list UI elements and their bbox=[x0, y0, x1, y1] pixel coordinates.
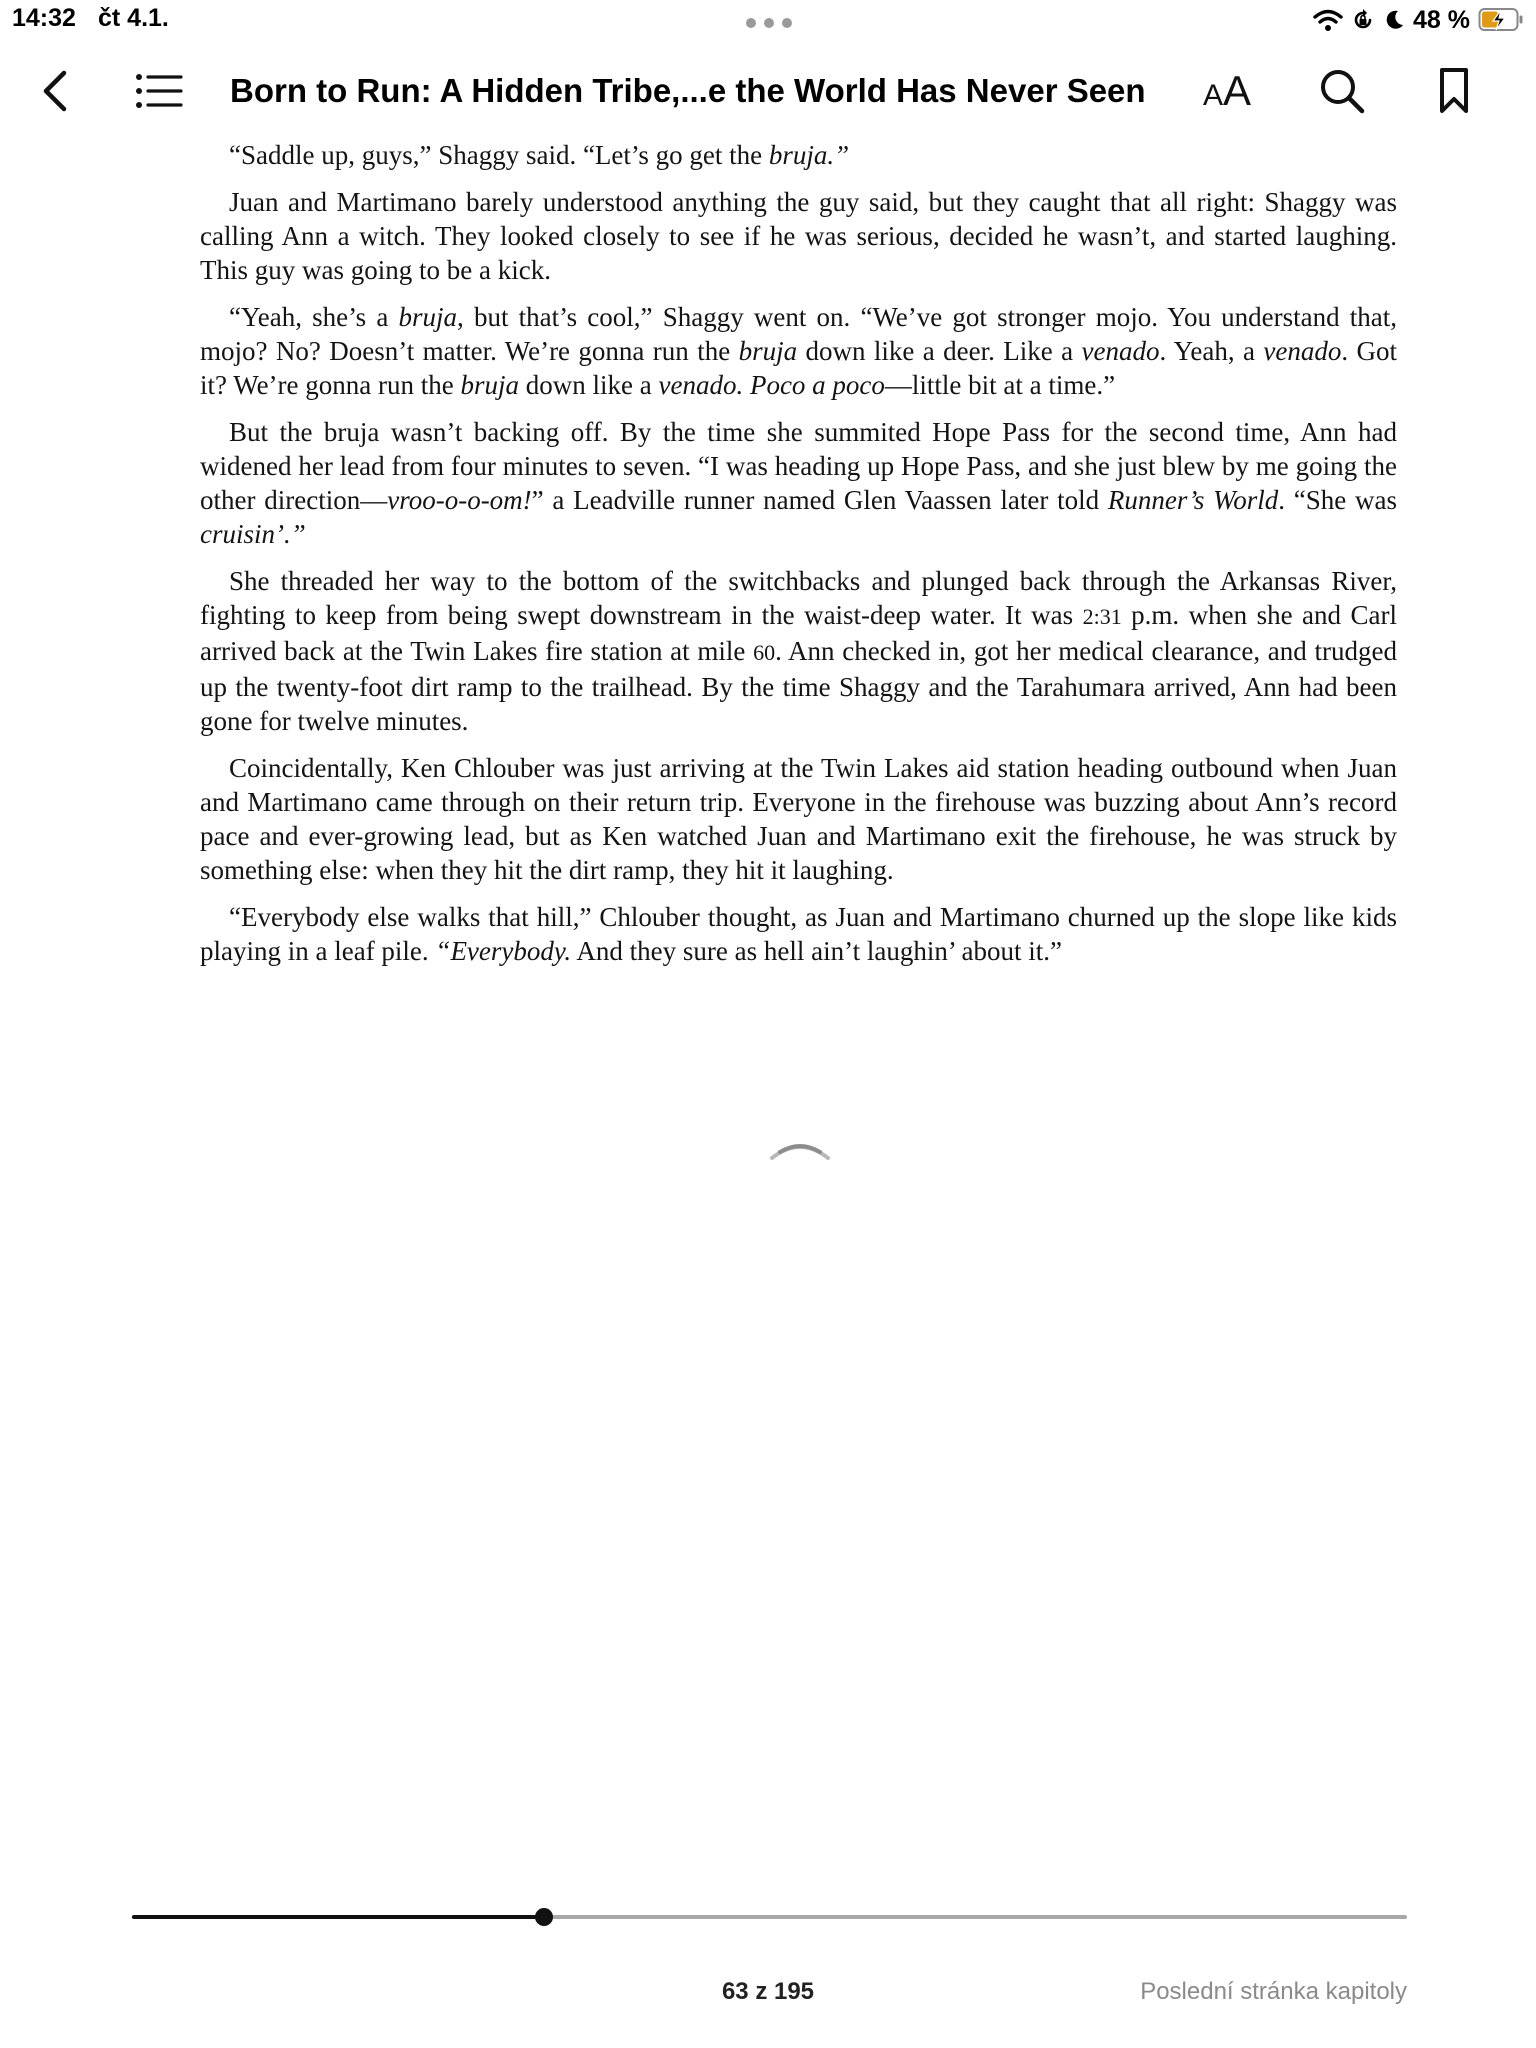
paragraph: Juan and Martimano barely understood anything the guy said, but they caught that all right: Shaggy was calling Ann a witch. They looked closely to see if he was serious, decided he wasn’t, and started laughing. This guy was going to be a kick. bbox=[200, 187, 1397, 285]
status-indicators bbox=[1313, 4, 1524, 36]
status-date: čt 4.1. bbox=[98, 4, 169, 32]
progress-thumb[interactable] bbox=[535, 1908, 553, 1926]
bookmark-icon bbox=[1438, 67, 1470, 115]
chapter-note: Poslední stránka kapitoly bbox=[1140, 1978, 1407, 2005]
paragraph: “Yeah, she’s a bruja, but that’s cool,” Shaggy went on. “We’ve got stronger mojo. You understand that, mojo? No? Doesn’t matter. We’re gonna run the bruja down like a deer. Like a venado. Yeah, a venado. Got it? We’re gonna run the bruja down like a venado. Poco a poco—little bit at a time.” bbox=[200, 302, 1398, 400]
loading-spinner-icon bbox=[768, 1138, 832, 1162]
font-size-small-letter: A bbox=[1202, 79, 1223, 112]
paragraph: Coincidentally, Ken Chlouber was just arriving at the Twin Lakes aid station heading outbound when Juan and Martimano came through on their return trip. Everyone in the firehouse was buzzing about Ann’s record pace and ever-growing lead, but as Ken watched Juan and Martimano exit the firehouse, he was struck by something else: when they hit the dirt ramp, they hit it laughing. bbox=[200, 753, 1397, 885]
orientation-lock-icon bbox=[1351, 8, 1375, 32]
table-of-contents-button[interactable] bbox=[132, 56, 186, 126]
book-page-text[interactable] bbox=[200, 138, 1397, 968]
status-time: 14:32 bbox=[12, 4, 76, 32]
bookmark-button[interactable] bbox=[1432, 56, 1476, 126]
progress-fill bbox=[132, 1915, 544, 1919]
back-icon bbox=[40, 69, 70, 113]
page-progress-slider[interactable] bbox=[132, 1915, 1407, 1919]
reader-toolbar bbox=[0, 56, 1536, 126]
font-size-icon bbox=[1203, 67, 1251, 115]
wifi-icon bbox=[1313, 8, 1343, 32]
multitasking-dots[interactable] bbox=[746, 18, 792, 28]
battery-charging-icon bbox=[1478, 7, 1524, 33]
paragraph: “Saddle up, guys,” Shaggy said. “Let’s go get the bruja.” bbox=[229, 140, 850, 170]
search-button[interactable] bbox=[1316, 56, 1368, 126]
status-bar bbox=[0, 0, 1536, 40]
back-button[interactable] bbox=[30, 56, 80, 126]
paragraph: She threaded her way to the bottom of the switchbacks and plunged back through the Arkansas River, fighting to keep from being swept downstream in the waist-deep water. It was 2:31 p.m. when she and Carl arrived back at the Twin Lakes fire station at mile 60. Ann checked in, got her medical clearance, and trudged up the twenty-foot dirt ramp to the trailhead. By the time Shaggy and the Tarahumara arrived, Ann had been gone for twelve minutes. bbox=[200, 566, 1397, 736]
paragraph: “Everybody else walks that hill,” Chlouber thought, as Juan and Martimano churned up the slope like kids playing in a leaf pile. “Everybody. And they sure as hell ain’t laughin’ about it.” bbox=[200, 902, 1397, 966]
page-counter: 63 z 195 bbox=[721, 1978, 815, 2005]
moon-icon bbox=[1383, 8, 1405, 32]
book-title: Born to Run: A Hidden Tribe,...e the World Has Never Seen bbox=[230, 72, 1146, 109]
font-size-button[interactable] bbox=[1196, 56, 1258, 126]
paragraph: But the bruja wasn’t backing off. By the time she summited Hope Pass for the second time, Ann had widened her lead from four minutes to seven. “I was heading up Hope Pass, and she just blew by me going the other direction—vroo-o-o-om!” a Leadville runner named Glen Vaassen later told Runner’s World. “She was cruisin’.” bbox=[200, 417, 1397, 549]
font-size-large-letter: A bbox=[1223, 67, 1252, 114]
table-of-contents-icon bbox=[135, 73, 183, 109]
search-icon bbox=[1319, 68, 1365, 114]
battery-percentage: 48 % bbox=[1413, 5, 1470, 34]
